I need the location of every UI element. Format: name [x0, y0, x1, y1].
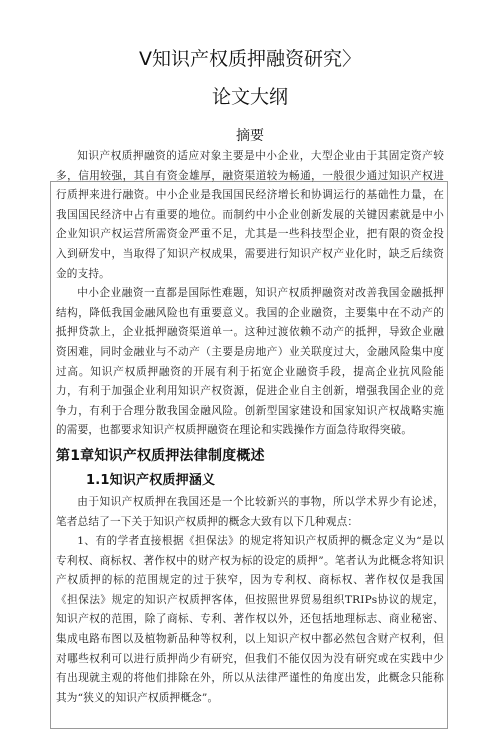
- chapter-1-heading: 第1章知识产权质押法律制度概述: [56, 447, 265, 464]
- document-title-line2: 论文大纲: [211, 86, 288, 108]
- document-body: [56, 147, 444, 708]
- section-paragraph-1: 由于知识产权质押在我国还是一个比较新兴的事物，所以学术界少有论述，笔者总结了一下关于知识产权质押的概念大致有以下几种观点：: [56, 495, 444, 528]
- abstract-heading: 摘要: [236, 128, 264, 144]
- abstract-paragraph-1: 知识产权质押融资的适应对象主要是中小企业，大型企业由于其固定资产较多，信用较强，其自有资金雄厚，融资渠道较为畅通，一般很少通过知识产权进行质押来进行融资。中小企业是我国国民经济增长和协调运行的基础性力量，在我国国民经济中占有重要的地位。而制约中小企业创新发展的关键因素就是中小企业知识产权运营所需资金严重不足，尤其是一些科技型企业，把有限的资金投入到研发中，当取得了知识产权成果，需要进行知识产权产业化时，缺乏后续资金的支持。: [56, 150, 444, 280]
- abstract-paragraph-2: 中小企业融资一直都是国际性难题，知识产权质押融资对改善我国金融抵押结构，降低我国金融风险也有重要意义。我国的企业融资，主要集中在不动产的抵押贷款上，企业抵押融资渠道单一。这种过渡依赖不动产的抵押，导致企业融资困难，同时金融业与不动产（主要是房地产）业关联度过大，金融风险集中度过高。知识产权质押融资的开展有利于拓宽企业融资手段，提高企业抗风险能力，有利于加强企业利用知识产权资源，促进企业自主创新，增强我国企业的竞争力，有利于合理分散我国金融风险。创新型国家建设和国家知识产权战略实施的需要，也都要求知识产权质押融资在理论和实践操作方面急待取得突破。: [56, 287, 444, 437]
- document-title-line1: V知识产权质押融资研究〉: [139, 48, 361, 70]
- section-1-1-heading: 1.1知识产权质押涵义: [86, 472, 216, 488]
- section-paragraph-2: 1、有的学者直接根据《担保法》的规定将知识产权质押的概念定义为“是以专利权、商标权、著作权中的财产权为标的设定的质押”。笔者认为此概念将知识产权质押的标的范围规定的过于狭窄，因为专利权、商标权、著作权仅是我国《担保法》规定的知识产权质押客体，但按照世界贸易组织TRIPs协议的规定，知识产权的范围，除了商标、专利、著作权以外，还包括地理标志、商业秘密、集成电路布图以及植物新品种等权利，以上知识产权中都必然包含财产权利，但对哪些权利可以进行质押尚少有研究，但我们不能仅因为没有研究或在实践中少有出现就主观的将他们排除在外，所以从法律严谨性的角度出发，此概念只能称其为“狭义的知识产权质押概念”。: [56, 535, 444, 704]
